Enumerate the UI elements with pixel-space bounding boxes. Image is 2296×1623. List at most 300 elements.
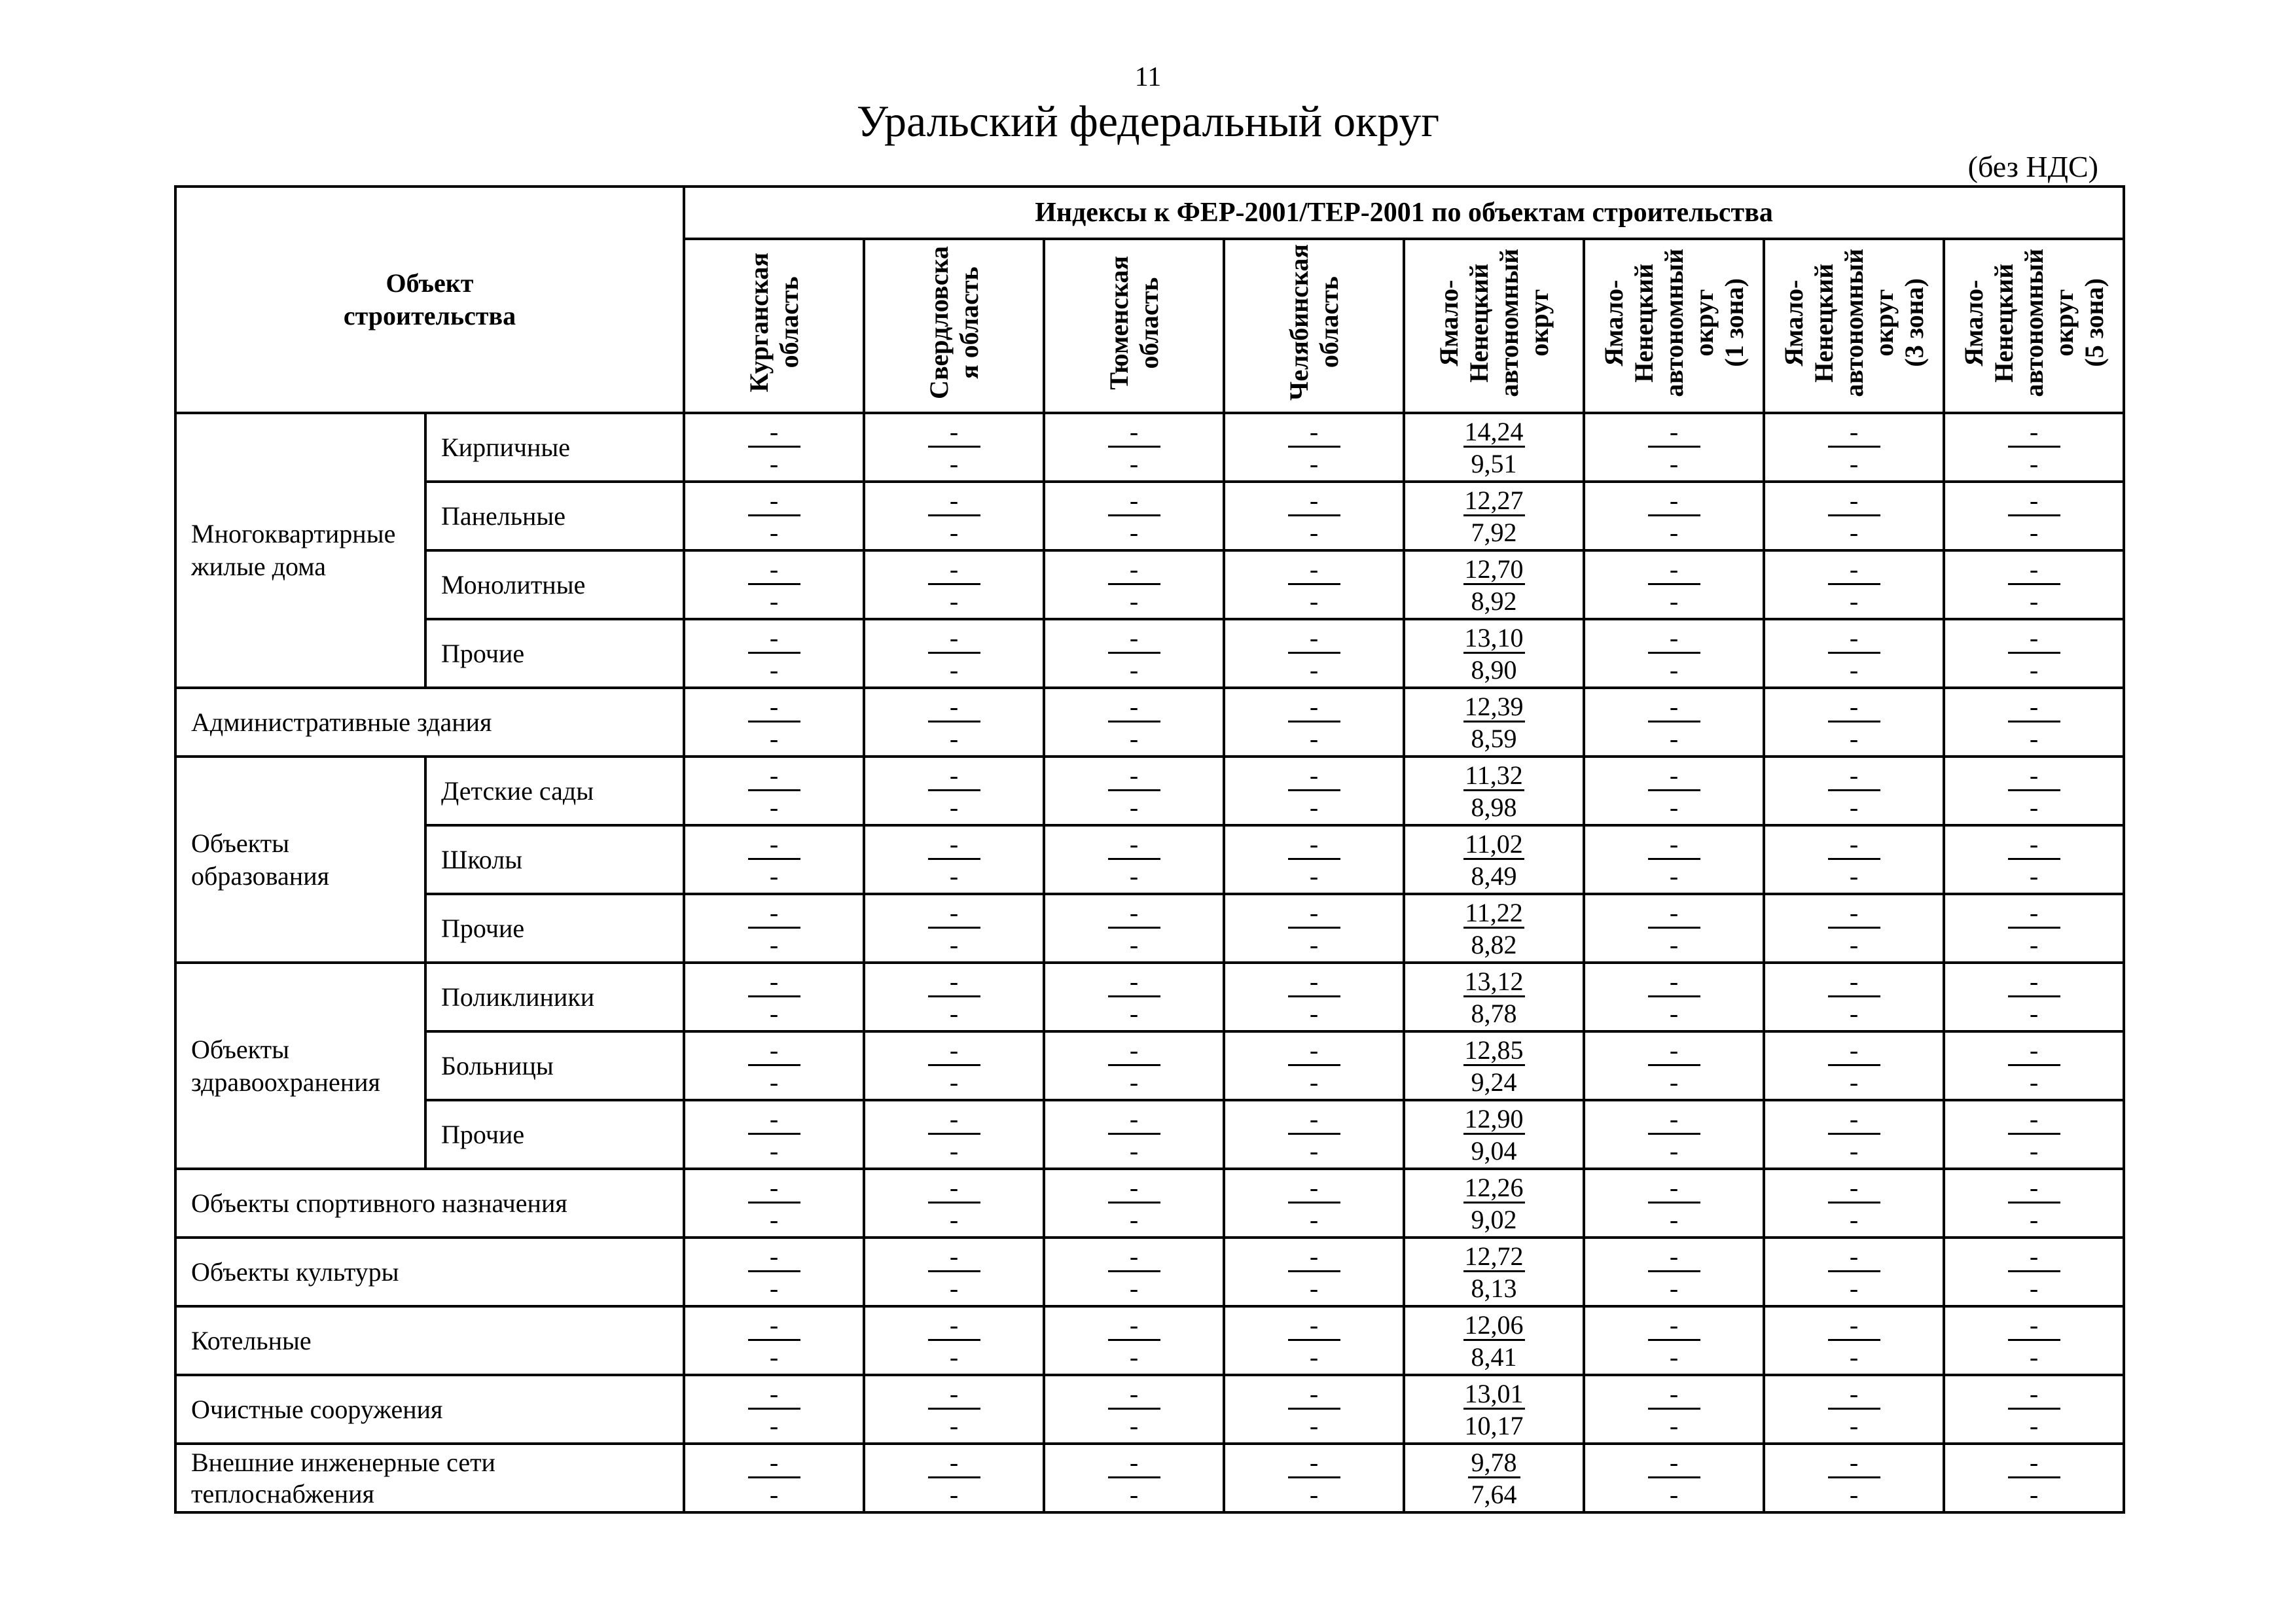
value-cell (1224, 757, 1404, 825)
fraction-numerator: - (1828, 1380, 1880, 1410)
value-cell (1224, 1031, 1404, 1100)
region-header-line: автономный (2018, 248, 2049, 397)
fraction (1828, 1447, 1880, 1508)
row-label: Школы (425, 825, 684, 894)
fraction-denominator: - (1129, 861, 1139, 891)
fraction-numerator: - (1648, 1243, 1700, 1272)
fraction (1828, 897, 1880, 959)
fraction-denominator: - (2029, 998, 2039, 1028)
fraction-numerator: - (1108, 1174, 1160, 1204)
region-header-line: Ненецкий (1628, 263, 1659, 382)
region-header-line: Ямало- (1433, 279, 1463, 366)
value-cell (1764, 688, 1944, 757)
value-cell (1584, 482, 1764, 550)
fraction (1288, 1378, 1340, 1440)
value-cell (1404, 413, 1584, 482)
fraction-numerator: - (1828, 1449, 1880, 1478)
value-cell (684, 688, 864, 757)
fraction-numerator: - (928, 1105, 980, 1135)
fraction-denominator: - (1309, 998, 1319, 1028)
fraction (1463, 1241, 1525, 1302)
fraction (928, 897, 980, 959)
value-cell (1044, 550, 1224, 619)
fraction (2008, 1310, 2060, 1371)
fraction (748, 622, 800, 684)
fraction (1828, 966, 1880, 1027)
fraction (748, 1172, 800, 1234)
fraction-numerator: - (2008, 1449, 2060, 1478)
value-cell (684, 757, 864, 825)
value-cell (1584, 757, 1764, 825)
value-cell (1944, 1238, 2124, 1306)
fraction (1288, 1447, 1340, 1508)
fraction-denominator: - (1129, 1479, 1139, 1509)
value-cell (1044, 1100, 1224, 1169)
value-cell (1224, 963, 1404, 1031)
fraction-numerator: - (2008, 1311, 2060, 1341)
fraction (1648, 760, 1700, 821)
region-header-line: я область (954, 266, 984, 379)
fraction-denominator: - (769, 448, 779, 478)
table-row (175, 1375, 2124, 1444)
fraction (1108, 1035, 1160, 1096)
region-header (864, 239, 1044, 413)
fraction-numerator: - (1108, 899, 1160, 929)
fraction (2008, 1378, 2060, 1440)
fraction-denominator: - (1849, 1410, 1859, 1440)
fraction-numerator: - (1288, 1380, 1340, 1410)
value-cell (864, 1100, 1044, 1169)
value-cell (1584, 1238, 1764, 1306)
fraction-denominator: - (769, 1410, 779, 1440)
fraction-numerator: - (1648, 418, 1700, 448)
fraction-denominator: - (949, 517, 959, 547)
region-header-text (1959, 249, 2109, 397)
fraction (1288, 485, 1340, 546)
fraction-numerator: - (1828, 487, 1880, 516)
value-cell (1944, 757, 2124, 825)
table-row (175, 619, 2124, 688)
value-cell (1584, 1444, 1764, 1512)
fraction (1828, 485, 1880, 546)
fraction (748, 1103, 800, 1165)
value-cell (1224, 688, 1404, 757)
fraction-numerator: - (1648, 487, 1700, 516)
fraction-denominator: - (1129, 792, 1139, 822)
value-cell (684, 1169, 864, 1238)
value-cell (1944, 688, 2124, 757)
fraction-denominator: - (1669, 723, 1679, 753)
value-cell (1944, 963, 2124, 1031)
fraction-denominator: - (1309, 654, 1319, 685)
value-cell (1404, 1238, 1584, 1306)
fraction-denominator: 8,49 (1471, 861, 1517, 891)
value-cell (864, 1238, 1044, 1306)
fraction (1108, 1103, 1160, 1165)
fraction (1828, 416, 1880, 478)
fraction-denominator: 7,64 (1471, 1479, 1517, 1509)
value-cell (1584, 619, 1764, 688)
fraction (928, 966, 980, 1027)
value-cell (864, 550, 1044, 619)
value-cell (1764, 963, 1944, 1031)
fraction-numerator: - (1828, 1311, 1880, 1341)
fraction-numerator: - (748, 1037, 800, 1066)
value-cell (1944, 1169, 2124, 1238)
fraction (2008, 760, 2060, 821)
value-cell (1404, 757, 1584, 825)
fraction (2008, 622, 2060, 684)
fraction-denominator: - (1309, 517, 1319, 547)
region-header-line: (1 зона) (1719, 278, 1749, 367)
fraction-numerator: - (2008, 624, 2060, 654)
fraction-numerator: - (1648, 762, 1700, 791)
value-cell (864, 1375, 1044, 1444)
region-header-text (1104, 256, 1164, 390)
fraction-numerator: - (1828, 968, 1880, 997)
fraction-numerator: - (748, 968, 800, 997)
region-header (684, 239, 864, 413)
row-label-line: Внешние инженерные сети (191, 1447, 495, 1477)
fraction-numerator: 11,32 (1465, 760, 1523, 790)
fraction-numerator: - (1288, 1174, 1340, 1204)
fraction (1108, 829, 1160, 890)
fraction-numerator: 12,85 (1464, 1035, 1524, 1065)
row-label: Больницы (425, 1031, 684, 1100)
value-cell (1764, 550, 1944, 619)
fraction-denominator: - (1129, 448, 1139, 478)
fraction-denominator: - (949, 1273, 959, 1303)
fraction (928, 622, 980, 684)
value-cell (1224, 1238, 1404, 1306)
group-label-line: здравоохранения (191, 1067, 380, 1097)
fraction-denominator: - (949, 1204, 959, 1234)
fraction (928, 485, 980, 546)
fraction-denominator: - (2029, 1410, 2039, 1440)
value-cell (1944, 413, 2124, 482)
fraction (1828, 760, 1880, 821)
fraction-numerator: - (1828, 762, 1880, 791)
fraction-denominator: - (1849, 1135, 1859, 1166)
value-cell (1944, 550, 2124, 619)
fraction-numerator: - (1648, 1174, 1700, 1204)
fraction-denominator: - (2029, 1273, 2039, 1303)
fraction-numerator: 14,24 (1464, 416, 1524, 446)
fraction-numerator: - (1828, 1105, 1880, 1135)
fraction-numerator: - (1828, 1037, 1880, 1066)
value-cell (1584, 825, 1764, 894)
fraction-numerator: - (1828, 556, 1880, 585)
value-cell (1764, 825, 1944, 894)
fraction-numerator: - (1288, 624, 1340, 654)
region-header (1224, 239, 1404, 413)
fraction-denominator: - (1129, 1135, 1139, 1166)
table-row (175, 1169, 2124, 1238)
fraction-numerator: - (1108, 1105, 1160, 1135)
fraction-numerator: - (928, 418, 980, 448)
fraction (2008, 829, 2060, 890)
fraction-denominator: 8,92 (1471, 586, 1517, 616)
value-cell (684, 894, 864, 963)
fraction (928, 1035, 980, 1096)
fraction-denominator: 8,41 (1471, 1342, 1517, 1372)
value-cell (1224, 894, 1404, 963)
fraction (1288, 691, 1340, 753)
fraction (1463, 760, 1524, 821)
fraction-numerator: - (928, 899, 980, 929)
fraction-numerator: - (2008, 418, 2060, 448)
value-cell (1224, 825, 1404, 894)
row-label: Прочие (425, 619, 684, 688)
fraction-numerator: - (1648, 1105, 1700, 1135)
fraction-numerator: - (2008, 1380, 2060, 1410)
fraction-numerator: 12,72 (1464, 1241, 1524, 1271)
fraction (1108, 966, 1160, 1027)
fraction-denominator: - (2029, 861, 2039, 891)
fraction-denominator: - (1129, 586, 1139, 616)
fraction-denominator: - (949, 586, 959, 616)
fraction-denominator: - (769, 1479, 779, 1509)
fraction (1648, 1035, 1700, 1096)
fraction (1108, 760, 1160, 821)
fraction-denominator: - (2029, 1204, 2039, 1234)
fraction-denominator: - (769, 1342, 779, 1372)
fraction (1463, 897, 1524, 959)
fraction (1828, 1172, 1880, 1234)
value-cell (684, 963, 864, 1031)
fraction-denominator: 8,82 (1471, 929, 1517, 959)
fraction-denominator: - (1129, 1067, 1139, 1097)
fraction-denominator: - (1669, 1342, 1679, 1372)
fraction (1108, 1310, 1160, 1371)
fraction-denominator: - (1849, 792, 1859, 822)
fraction-denominator: - (949, 792, 959, 822)
object-header-line: строительства (343, 301, 516, 330)
fraction-numerator: 13,10 (1464, 622, 1524, 652)
fraction-denominator: - (2029, 448, 2039, 478)
fraction-denominator: - (1849, 1204, 1859, 1234)
fraction-numerator: - (1828, 693, 1880, 722)
fraction (2008, 691, 2060, 753)
value-cell (864, 825, 1044, 894)
fraction-denominator: - (1129, 1410, 1139, 1440)
region-header-line: Курганская (744, 253, 774, 393)
fraction (1648, 416, 1700, 478)
page-title: Уральский федеральный округ (856, 96, 1440, 146)
fraction (1463, 1103, 1525, 1165)
value-cell (684, 1238, 864, 1306)
fraction-denominator: - (949, 1410, 959, 1440)
fraction-denominator: - (1849, 998, 1859, 1028)
row-label: Детские сады (425, 757, 684, 825)
indices-header: Индексы к ФЕР-2001/ТЕР-2001 по объектам строительства (684, 187, 2124, 239)
vat-note: (без НДС) (1967, 150, 2098, 183)
fraction-numerator: 9,78 (1468, 1449, 1520, 1478)
fraction-denominator: - (769, 792, 779, 822)
row-label: Прочие (425, 894, 684, 963)
fraction-numerator: - (2008, 1243, 2060, 1272)
fraction-numerator: - (1648, 1380, 1700, 1410)
region-header-line: Ямало- (1778, 279, 1808, 366)
fraction-denominator: - (949, 723, 959, 753)
fraction-denominator: - (949, 1342, 959, 1372)
fraction (1288, 622, 1340, 684)
fraction-denominator: - (1309, 929, 1319, 959)
fraction-numerator: - (1288, 899, 1340, 929)
fraction-denominator: - (2029, 792, 2039, 822)
region-header-line: область (1134, 277, 1164, 368)
value-cell (1404, 482, 1584, 550)
value-cell (1044, 825, 1224, 894)
fraction-numerator: - (748, 1449, 800, 1478)
fraction-denominator: - (2029, 654, 2039, 685)
fraction (1648, 622, 1700, 684)
fraction-denominator: - (769, 861, 779, 891)
value-cell (1224, 1169, 1404, 1238)
fraction-numerator: - (1828, 1243, 1880, 1272)
fraction-denominator: - (1309, 861, 1319, 891)
region-header-line: Челябинская (1283, 244, 1314, 401)
fraction-denominator: - (769, 998, 779, 1028)
fraction-numerator: - (1648, 968, 1700, 997)
fraction-denominator: 8,59 (1471, 723, 1517, 753)
fraction-denominator: - (949, 861, 959, 891)
fraction-denominator: - (769, 1135, 779, 1166)
fraction-numerator: - (1108, 1449, 1160, 1478)
fraction-denominator: - (949, 1479, 959, 1509)
value-cell (1764, 894, 1944, 963)
value-cell (864, 1444, 1044, 1512)
fraction (1463, 1378, 1525, 1440)
table-row (175, 963, 2124, 1031)
value-cell (1764, 1238, 1944, 1306)
fraction-numerator: - (2008, 487, 2060, 516)
fraction (1648, 1378, 1700, 1440)
value-cell (1404, 688, 1584, 757)
fraction-numerator: - (1288, 830, 1340, 860)
value-cell (1584, 894, 1764, 963)
fraction-denominator: - (1309, 1479, 1319, 1509)
fraction-numerator: - (748, 762, 800, 791)
group-label-line: Объекты (191, 828, 289, 858)
fraction-numerator: 13,01 (1464, 1378, 1524, 1408)
fraction-numerator: 12,06 (1464, 1310, 1524, 1340)
region-header-text (744, 253, 804, 392)
fraction-denominator: - (1669, 792, 1679, 822)
fraction-numerator: - (748, 693, 800, 722)
fraction-numerator: - (2008, 968, 2060, 997)
value-cell (1044, 1375, 1224, 1444)
fraction-numerator: - (1108, 1380, 1160, 1410)
fraction-numerator: - (928, 1174, 980, 1204)
fraction-denominator: 8,13 (1471, 1273, 1517, 1303)
value-cell (1404, 1306, 1584, 1375)
fraction-numerator: - (1288, 1243, 1340, 1272)
fraction (2008, 966, 2060, 1027)
fraction (1463, 966, 1525, 1027)
fraction-denominator: - (1669, 1479, 1679, 1509)
fraction (928, 760, 980, 821)
fraction-numerator: - (1828, 418, 1880, 448)
row-label: Кирпичные (425, 413, 684, 482)
fraction (748, 485, 800, 546)
fraction-numerator: - (2008, 693, 2060, 722)
fraction-denominator: - (1309, 1342, 1319, 1372)
group-label-line: Многоквартирные (191, 519, 396, 548)
value-cell (864, 757, 1044, 825)
row-label: Монолитные (425, 550, 684, 619)
region-header-line: (3 зона) (1899, 278, 1929, 367)
value-cell (1044, 1444, 1224, 1512)
table-row (175, 1444, 2124, 1512)
region-header (1764, 239, 1944, 413)
fraction-numerator: - (2008, 762, 2060, 791)
group-label-line: образования (191, 861, 329, 891)
fraction-numerator: - (1288, 556, 1340, 585)
value-cell (1224, 619, 1404, 688)
fraction-numerator: - (2008, 556, 2060, 585)
value-cell (684, 825, 864, 894)
region-header-line: Свердловска (924, 246, 954, 399)
fraction-denominator: - (1849, 861, 1859, 891)
fraction (2008, 1172, 2060, 1234)
region-header-line: Ямало- (1958, 279, 1988, 366)
fraction-numerator: - (1648, 693, 1700, 722)
region-header (1404, 239, 1584, 413)
row-label: Прочие (425, 1100, 684, 1169)
fraction-denominator: - (1309, 1273, 1319, 1303)
fraction-denominator: - (1669, 448, 1679, 478)
fraction (1108, 1378, 1160, 1440)
value-cell (1764, 1306, 1944, 1375)
value-cell (1944, 482, 2124, 550)
fraction (1648, 691, 1700, 753)
group-label-line: жилые дома (191, 552, 327, 581)
fraction (748, 416, 800, 478)
page-number: 11 (1134, 62, 1162, 92)
value-cell (684, 1375, 864, 1444)
value-cell (1404, 1169, 1584, 1238)
fraction-denominator: - (2029, 586, 2039, 616)
fraction (748, 1310, 800, 1371)
fraction-numerator: 12,39 (1464, 691, 1524, 721)
region-header-line: округ (2049, 289, 2079, 357)
fraction (1828, 691, 1880, 753)
fraction-denominator: - (1309, 792, 1319, 822)
fraction (2008, 1447, 2060, 1508)
region-header-line: Ямало- (1598, 279, 1628, 366)
fraction-denominator: - (1669, 654, 1679, 685)
region-header-line: автономный (1494, 248, 1524, 397)
fraction-numerator: - (1648, 624, 1700, 654)
fraction-numerator: - (1288, 693, 1340, 722)
fraction (1463, 1172, 1525, 1234)
fraction-numerator: - (1648, 556, 1700, 585)
fraction (928, 1447, 980, 1508)
region-header-text (1284, 244, 1344, 401)
value-cell (1584, 550, 1764, 619)
fraction-denominator: - (1129, 1342, 1139, 1372)
fraction (928, 1103, 980, 1165)
value-cell (1224, 1100, 1404, 1169)
region-header-line: автономный (1839, 248, 1869, 397)
fraction-numerator: - (748, 1174, 800, 1204)
fraction (1828, 554, 1880, 615)
region-header-text (924, 246, 984, 399)
fraction-numerator: - (748, 1380, 800, 1410)
fraction-denominator: - (1129, 1273, 1139, 1303)
fraction-numerator: - (2008, 899, 2060, 929)
